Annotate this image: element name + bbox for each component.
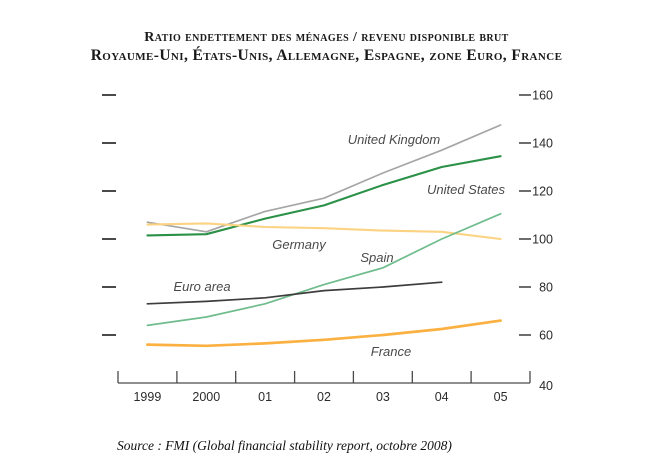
series-label-germany: Germany [272, 237, 326, 252]
chart-title-line2: Royaume-Uni, États-Unis, Allemagne, Espagne, zone Euro, France [90, 47, 563, 64]
right-axis-label: 40 [539, 379, 553, 393]
chart-title-line1: Ratio endettement des ménages / revenu disponible brut [144, 30, 509, 45]
series-label-united-kingdom: United Kingdom [347, 132, 441, 147]
x-tick-label: 03 [375, 390, 390, 404]
x-tick-label: 01 [258, 390, 273, 404]
x-tick-label: 04 [434, 390, 449, 404]
series-label-spain: Spain [360, 250, 394, 265]
x-tick-label: 2000 [192, 390, 221, 404]
x-axis [118, 371, 530, 383]
series-label-france: France [370, 344, 412, 359]
series-label-united-states: United States [426, 182, 506, 197]
right-axis-label: 120 [532, 184, 553, 199]
right-axis-label: 160 [532, 88, 553, 103]
right-axis-label: 60 [539, 328, 553, 343]
x-tick-label: 05 [493, 390, 508, 404]
series-label-euro-area: Euro area [173, 279, 231, 294]
right-axis-label: 140 [532, 136, 553, 151]
x-tick-label: 02 [317, 390, 331, 404]
right-axis-label: 100 [532, 232, 553, 247]
line-france [147, 321, 500, 346]
right-axis-label: 80 [539, 280, 553, 295]
source-note: Source : FMI (Global financial stability report, octobre 2008) [117, 438, 452, 453]
x-tick-label: 1999 [133, 390, 162, 404]
line-united-kingdom [147, 125, 500, 232]
